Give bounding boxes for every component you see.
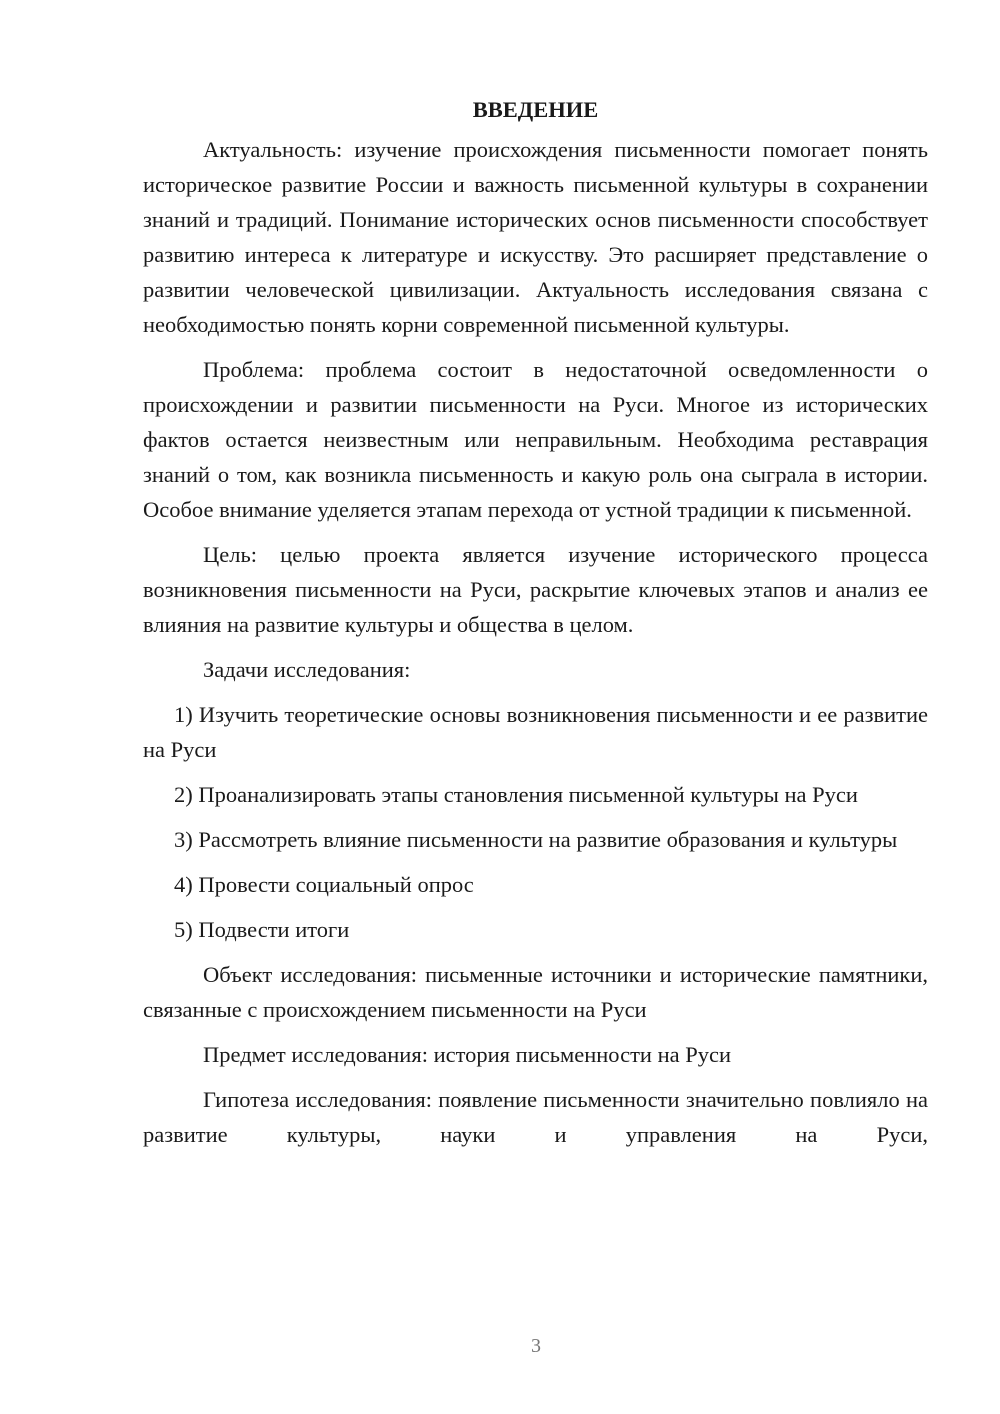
task-item-1: 1) Изучить теоретические основы возникновения письменности и ее развитие на Руси — [143, 702, 928, 762]
section-title: ВВЕДЕНИЕ — [472, 97, 599, 122]
paragraph-problem: Проблема: проблема состоит в недостаточной осведомленности о происхождении и развитии письменности на Руси. Многое из исторических фактов остается неизвестным или неправильным. Необходима реставрация знаний о том, как возникла письменность и какую роль она сыграла в истории. Особое внимание уделяется этапам перехода от устной традиции к письменной. — [143, 357, 928, 522]
task-item-4: 4) Провести социальный опрос — [174, 872, 474, 897]
paragraph-subject: Предмет исследования: история письменности на Руси — [203, 1042, 732, 1067]
paragraph-relevance: Актуальность: изучение происхождения письменности помогает понять историческое развитие России и важность письменной культуры в сохранении знаний и традиций. Понимание исторических основ письменности способствует развитию интереса к литературе и искусству. Это расширяет представление о развитии человеческой цивилизации. Актуальность исследования связана с необходимостью понять корни современной письменной культуры. — [143, 137, 928, 337]
task-item-3: 3) Рассмотреть влияние письменности на развитие образования и культуры — [174, 827, 898, 852]
paragraph-goal: Цель: целью проекта является изучение исторического процесса возникновения письменности на Руси, раскрытие ключевых этапов и анализ ее влияния на развитие культуры и общества в целом. — [143, 542, 928, 637]
task-item-5: 5) Подвести итоги — [174, 917, 350, 942]
tasks-heading: Задачи исследования: — [203, 657, 411, 682]
paragraph-object: Объект исследования: письменные источники и исторические памятники, связанные с происхождением письменности на Руси — [143, 962, 928, 1022]
document-page — [143, 92, 928, 1162]
page-number: 3 — [531, 1335, 541, 1357]
task-item-2: 2) Проанализировать этапы становления письменной культуры на Руси — [174, 782, 858, 807]
paragraph-hypothesis: Гипотеза исследования: появление письменности значительно повлияло на развитие культуры, науки и управления на Руси, — [143, 1087, 928, 1147]
